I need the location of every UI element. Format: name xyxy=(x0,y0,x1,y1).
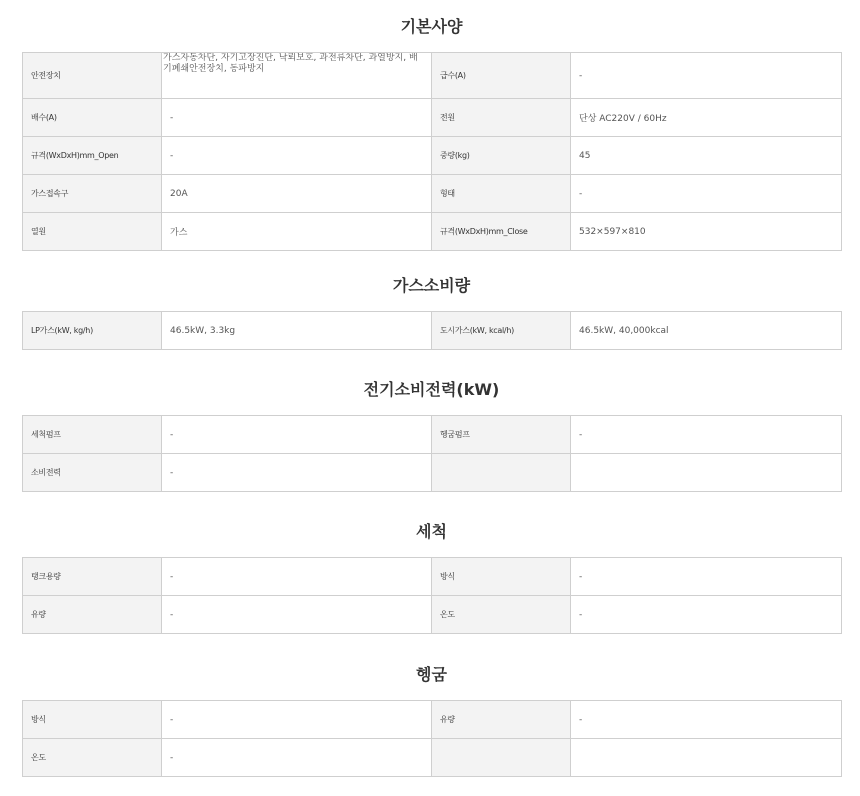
row-label xyxy=(432,454,571,492)
row-value: 46.5kW, 3.3kg xyxy=(162,312,432,350)
row-label: 방식 xyxy=(23,701,162,739)
table-row xyxy=(23,213,842,251)
row-label: 유량 xyxy=(432,701,571,739)
row-value xyxy=(571,454,842,492)
row-value: 단상 AC220V / 60Hz xyxy=(571,99,842,137)
row-value: - xyxy=(162,99,432,137)
section-title: 전기소비전력(kW) xyxy=(363,380,500,399)
table-row xyxy=(23,99,842,137)
row-label: LP가스(kW, kg/h) xyxy=(23,312,162,350)
row-label xyxy=(432,739,571,777)
row-label: 규격(WxDxH)mm_Close xyxy=(432,213,571,251)
table-row xyxy=(23,596,842,634)
spec-table xyxy=(22,52,842,251)
table-row xyxy=(23,558,842,596)
row-label: 헹굼펌프 xyxy=(432,416,571,454)
row-label: 형태 xyxy=(432,175,571,213)
table-row xyxy=(23,416,842,454)
table-row xyxy=(23,137,842,175)
row-value: - xyxy=(571,558,842,596)
section-rinse xyxy=(22,665,841,763)
row-value: 가스자동차단, 자기고장진단, 낙뢰보호, 과전류차단, 과열방지, 배기폐쇄안전장치, 동파방지 xyxy=(162,53,432,99)
row-value: - xyxy=(162,558,432,596)
row-value: 46.5kW, 40,000kcal xyxy=(571,312,842,350)
row-label: 유량 xyxy=(23,596,162,634)
section-title: 가스소비량 xyxy=(392,276,471,295)
row-value: 가스 xyxy=(162,213,432,251)
spec-table xyxy=(22,700,842,777)
row-value: - xyxy=(162,596,432,634)
row-label: 중량(kg) xyxy=(432,137,571,175)
row-label: 전원 xyxy=(432,99,571,137)
section-basic-spec xyxy=(22,17,841,238)
row-value: - xyxy=(162,739,432,777)
row-value: - xyxy=(162,137,432,175)
section-wash xyxy=(22,522,841,620)
row-label: 안전장치 xyxy=(23,53,162,99)
row-value: - xyxy=(571,701,842,739)
row-label: 온도 xyxy=(432,596,571,634)
table-row xyxy=(23,53,842,99)
table-row xyxy=(23,454,842,492)
section-gas-consumption xyxy=(22,276,841,336)
row-value: 532×597×810 xyxy=(571,213,842,251)
table-row xyxy=(23,739,842,777)
row-label: 배수(A) xyxy=(23,99,162,137)
row-label: 방식 xyxy=(432,558,571,596)
row-value: 20A xyxy=(162,175,432,213)
row-value: - xyxy=(571,596,842,634)
row-label: 급수(A) xyxy=(432,53,571,99)
row-label: 세척펌프 xyxy=(23,416,162,454)
spec-table xyxy=(22,415,842,492)
row-value: - xyxy=(162,701,432,739)
row-label: 규격(WxDxH)mm_Open xyxy=(23,137,162,175)
row-label: 온도 xyxy=(23,739,162,777)
row-label: 가스접속구 xyxy=(23,175,162,213)
row-label: 도시가스(kW, kcal/h) xyxy=(432,312,571,350)
row-value: - xyxy=(162,454,432,492)
table-row xyxy=(23,701,842,739)
row-value: - xyxy=(571,175,842,213)
table-row xyxy=(23,312,842,350)
row-label: 열원 xyxy=(23,213,162,251)
section-title: 세척 xyxy=(416,522,447,541)
row-value xyxy=(571,739,842,777)
section-power-consumption xyxy=(22,380,841,478)
row-value: 45 xyxy=(571,137,842,175)
row-label: 탱크용량 xyxy=(23,558,162,596)
row-value: - xyxy=(571,416,842,454)
spec-table xyxy=(22,311,842,350)
table-row xyxy=(23,175,842,213)
row-value: - xyxy=(162,416,432,454)
spec-table xyxy=(22,557,842,634)
row-value: - xyxy=(571,53,842,99)
section-title: 헹굼 xyxy=(416,665,447,684)
row-label: 소비전력 xyxy=(23,454,162,492)
section-title: 기본사양 xyxy=(400,17,463,36)
